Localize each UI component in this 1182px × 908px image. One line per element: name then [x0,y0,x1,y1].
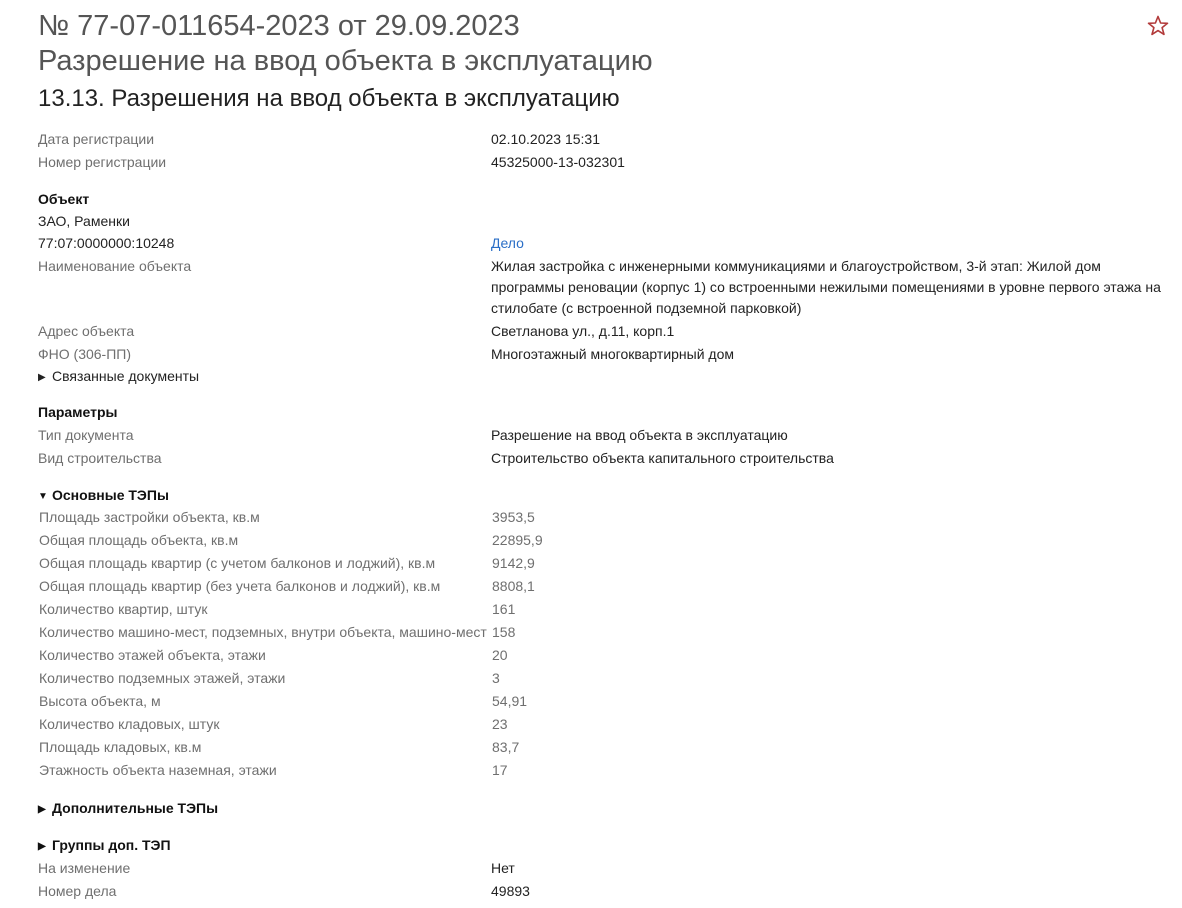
tep-value: 3953,5 [492,509,535,525]
tep-value: 158 [492,624,516,640]
field-label: Дата регистрации [38,131,155,147]
tep-value: 8808,1 [492,578,535,594]
tep-value: 161 [492,601,516,617]
main-tep-toggle[interactable] [38,485,169,507]
field-label: ФНО (306-ПП) [38,346,132,362]
tep-value: 9142,9 [492,555,535,571]
object-district: ЗАО, Раменки [38,213,130,229]
field-label: Адрес объекта [38,323,135,339]
tep-value: 20 [492,647,508,663]
field-value: 45325000-13-032301 [491,154,625,170]
object-address-value: Светланова ул., д.11, корп.1 [491,323,675,339]
field-value: Нет [491,860,515,876]
object-section-title: Объект [38,191,90,207]
tep-label: Площадь застройки объекта, кв.м [39,509,260,525]
tep-label: Общая площадь квартир (без учета балконов и лоджий), кв.м [39,578,441,594]
params-section-title: Параметры [38,404,118,420]
object-fno-value: Многоэтажный многоквартирный дом [491,346,735,362]
tep-label: Высота объекта, м [39,693,161,709]
tep-label: Количество квартир, штук [39,601,208,617]
tep-value: 54,91 [492,693,528,709]
extra-tep-title: Дополнительные ТЭПы [52,800,219,816]
field-label: Номер дела [38,883,117,899]
star-outline-icon[interactable] [1146,14,1170,38]
triangle-down-icon: ▼ [38,491,48,502]
groups-tep-title: Группы доп. ТЭП [52,837,171,853]
related-docs-toggle[interactable] [38,366,199,388]
tep-label: Количество кладовых, штук [39,716,220,732]
object-name-row [38,256,1168,320]
main-tep-title: Основные ТЭПы [52,487,169,503]
field-label: Вид строительства [38,450,162,466]
triangle-right-icon: ▶ [38,841,46,852]
tep-label: Общая площадь объекта, кв.м [39,532,239,548]
related-docs-label: Связанные документы [52,368,200,384]
field-value: Строительство объекта капитального строительства [491,450,834,466]
groups-tep-toggle[interactable] [38,835,171,857]
tep-label: Этажность объекта наземная, этажи [39,762,277,778]
tep-value: 3 [492,670,500,686]
triangle-right-icon: ▶ [38,804,46,815]
triangle-right-icon: ▶ [38,372,46,383]
field-label: Тип документа [38,427,134,443]
object-name-value: Жилая застройка с инженерными коммуникациями и благоустройством, 3-й этап: Жилой дом программы реновации (корпус 1) со встроенными нежилыми помещениями в уровне первого этажа на стилобате (с встроенной подземной парковкой) [491,258,1161,316]
tep-value: 22895,9 [492,532,543,548]
field-value: Разрешение на ввод объекта в эксплуатацию [491,427,788,443]
document-number: № 77-07-011654-2023 от 29.09.2023 [38,10,520,42]
tep-value: 83,7 [492,739,520,755]
tep-label: Количество машино-мест, подземных, внутри объекта, машино-мест [39,624,487,640]
document-kind: Разрешение на ввод объекта в эксплуатацию [38,45,653,77]
field-value: 49893 [491,883,530,899]
field-label: Номер регистрации [38,154,167,170]
document-category: 13.13. Разрешения на ввод объекта в эксплуатацию [38,85,620,112]
tep-value: 23 [492,716,508,732]
field-label: Наименование объекта [38,258,192,274]
tep-label: Количество подземных этажей, этажи [39,670,286,686]
object-cadastral-number: 77:07:0000000:10248 [38,235,175,251]
extra-tep-toggle[interactable] [38,798,218,820]
field-label: На изменение [38,860,131,876]
tep-label: Общая площадь квартир (с учетом балконов и лоджий), кв.м [39,555,436,571]
field-value: 02.10.2023 15:31 [491,131,600,147]
tep-value: 17 [492,762,508,778]
tep-label: Площадь кладовых, кв.м [39,739,202,755]
tep-label: Количество этажей объекта, этажи [39,647,266,663]
case-link[interactable]: Дело [491,235,524,251]
